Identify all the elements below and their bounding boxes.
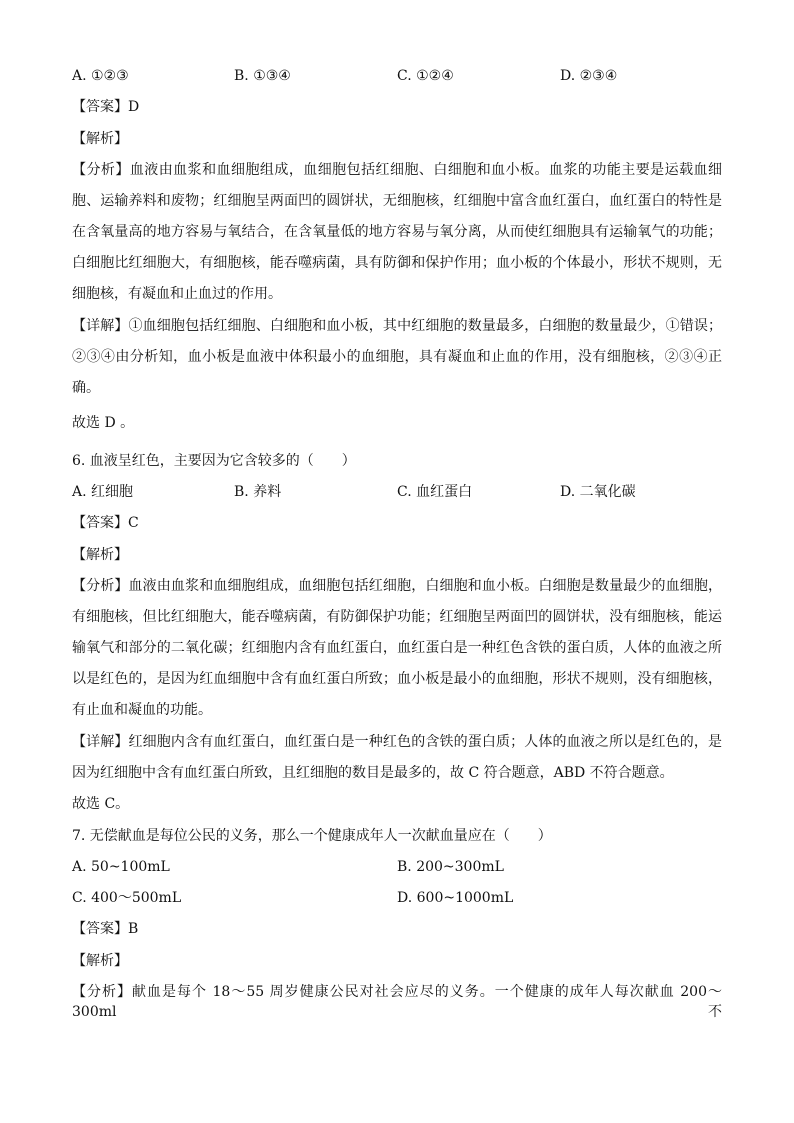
q6-conclusion: 故选 C。 <box>72 796 130 812</box>
q5-detail-line: 【详解】①血细胞包括红细胞、白细胞和血小板，其中红细胞的数量最多，白细胞的数量最少，①错误； <box>72 318 722 334</box>
q6-detail-line: 因为红细胞中含有血红蛋白所致，且红细胞的数目是最多的，故 C 符合题意，ABD 不符合题意。 <box>72 765 674 781</box>
q5-option-b: B. ①③④ <box>234 68 291 84</box>
q6-analysis-line: 有止血和凝血的功能。 <box>72 702 212 718</box>
q7-question: 7. 无偿献血是每位公民的义务，那么一个健康成年人一次献血量应在（ ） <box>72 828 552 844</box>
q5-detail-line: 确。 <box>72 380 100 396</box>
q6-analysis-line: 以是红色的，是因为红血细胞中含有血红蛋白所致；血小板是最小的血细胞，形状不规则，没有细胞核， <box>72 671 722 687</box>
q6-option-a: A. 红细胞 <box>72 484 134 500</box>
q6-option-b: B. 养料 <box>234 484 282 500</box>
q5-option-a: A. ①②③ <box>72 68 129 84</box>
q5-conclusion: 故选 D 。 <box>72 415 135 431</box>
q6-option-c: C. 血红蛋白 <box>397 484 473 500</box>
q5-analysis-line: 细胞核，有凝血和止血过的作用。 <box>72 286 282 302</box>
q5-analysis-line: 胞、运输养料和废物；红细胞呈两面凹的圆饼状，无细胞核，红细胞中富含血红蛋白，血红蛋白的特性是 <box>72 193 722 209</box>
q7-answer: 【答案】B <box>72 921 139 937</box>
q7-option-a: A. 50~100mL <box>72 859 170 875</box>
q6-answer: 【答案】C <box>72 515 139 531</box>
q7-analysis-heading: 【解析】 <box>72 953 128 969</box>
q5-analysis-line: 【分析】血液由血浆和血细胞组成，血细胞包括红细胞、白细胞和血小板。血浆的功能主要是运载血细 <box>72 162 722 178</box>
q6-options <box>72 482 722 502</box>
q5-options <box>72 66 722 86</box>
q7-options-row-1 <box>72 857 722 877</box>
q5-option-c: C. ①②④ <box>397 68 454 84</box>
q7-option-c: C. 400～500mL <box>72 890 182 906</box>
q5-option-d: D. ②③④ <box>560 68 618 84</box>
q6-analysis-line: 有细胞核，但比红细胞大，能吞噬病菌，有防御保护功能；红细胞呈两面凹的圆饼状，没有细胞核，能运 <box>72 609 722 625</box>
q6-analysis-line: 输氧气和部分的二氧化碳；红细胞内含有血红蛋白，血红蛋白是一种红色含铁的蛋白质，人体的血液之所 <box>72 640 722 656</box>
q7-option-b: B. 200~300mL <box>397 859 504 875</box>
q6-option-d: D. 二氧化碳 <box>560 484 636 500</box>
q6-question: 6. 血液呈红色，主要因为它含较多的（ ） <box>72 453 356 469</box>
q6-analysis-line: 【分析】血液由血浆和血细胞组成，血细胞包括红细胞，白细胞和血小板。白细胞是数量最少的血细胞， <box>72 578 722 594</box>
q5-analysis-heading: 【解析】 <box>72 131 128 147</box>
q7-analysis-line: 【分析】献血是每个 18～55 周岁健康公民对社会应尽的义务。一个健康的成年人每次献血 200～300ml 不 <box>72 984 722 1020</box>
q5-analysis-line: 在含氧量高的地方容易与氧结合，在含氧量低的地方容易与氧分离，从而使红细胞具有运输氧气的功能； <box>72 224 722 240</box>
q6-detail-line: 【详解】红细胞内含有血红蛋白，血红蛋白是一种红色的含铁的蛋白质；人体的血液之所以是红色的，是 <box>72 734 722 750</box>
q6-analysis-heading: 【解析】 <box>72 547 128 563</box>
q5-answer: 【答案】D <box>72 99 140 115</box>
q5-analysis-line: 白细胞比红细胞大，有细胞核，能吞噬病菌，具有防御和保护作用；血小板的个体最小，形状不规则，无 <box>72 255 722 271</box>
q7-options-row-2 <box>72 888 722 908</box>
q7-option-d: D. 600~1000mL <box>397 890 514 906</box>
q5-detail-line: ②③④由分析知，血小板是血液中体积最小的血细胞，具有凝血和止血的作用，没有细胞核，②③④正 <box>72 349 722 365</box>
